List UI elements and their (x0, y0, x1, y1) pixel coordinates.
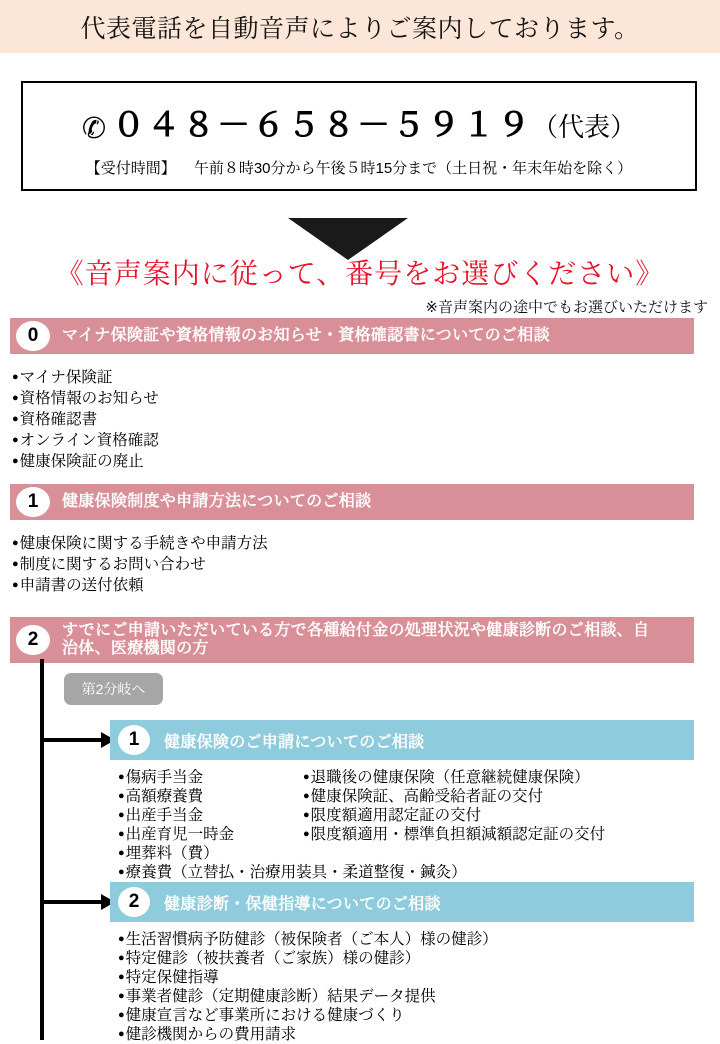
second-branch-button[interactable]: 第2分岐へ (64, 673, 163, 705)
list-item: ● 制度に関するお問い合わせ (12, 554, 268, 575)
section-badge-0: 0 (16, 321, 50, 351)
reception-hours-value: 午前８時30分から午後５時15分まで（土日祝・年末年始を除く） (193, 160, 633, 177)
list-item: ● 健診機関からの費用請求 (118, 1025, 498, 1044)
branch-arrow-to-sub-1 (40, 738, 102, 742)
list-item: ● 出産育児一時金 (118, 825, 303, 844)
list-item: ● 健康宣言など事業所における健康づくり (118, 1006, 498, 1025)
list-item: ● 資格情報のお知らせ (12, 388, 159, 409)
subsection-title-2: 健康診断・保健指導についてのご相談 (164, 895, 441, 913)
phone-number: ０４８－６５８－５９１９ (112, 106, 533, 143)
phone-handset-icon: ✆ (81, 113, 107, 145)
section-header-0[interactable] (10, 318, 694, 354)
list-item: ● 出産手当金 (118, 806, 303, 825)
phone-number-line (23, 99, 695, 146)
list-item: ● 傷病手当金 (118, 768, 303, 787)
page-banner (0, 0, 720, 53)
list-item: ● 健康保険証の廃止 (12, 451, 159, 472)
phone-info-box (21, 81, 697, 191)
section-items-0 (12, 367, 159, 472)
list-item: ● 限度額適用・標準負担額減額認定証の交付 (303, 825, 605, 844)
section-badge-2: 2 (16, 625, 50, 655)
list-item: ● オンライン資格確認 (12, 430, 159, 451)
list-item: ● 事業者健診（定期健康診断）結果データ提供 (118, 987, 498, 1006)
list-item: ● マイナ保険証 (12, 367, 159, 388)
list-item: ● 申請書の送付依頼 (12, 575, 268, 596)
subsection-title-1: 健康保険のご申請についてのご相談 (164, 733, 425, 751)
guidance-headline: 《音声案内に従って、番号をお選びください》 (55, 258, 665, 289)
branch-arrow-to-sub-2 (40, 900, 102, 904)
section-items-1 (12, 533, 268, 596)
list-item: ● 高額療養費 (118, 787, 303, 806)
subsection-items-1 (118, 768, 605, 882)
list-item: ● 埋葬料（費） (118, 844, 303, 863)
reception-hours-label: 【受付時間】 (85, 160, 176, 177)
section-header-1[interactable] (10, 484, 694, 520)
subsection-badge-1: 1 (118, 725, 150, 755)
page-title: 代表電話を自動音声によりご案内しております。 (80, 14, 640, 43)
section-badge-1: 1 (16, 487, 50, 517)
list-item: ● 健康保険に関する手続きや申請方法 (12, 533, 268, 554)
subsection-items-2 (118, 930, 498, 1044)
list-item: ● 生活習慣病予防健診（被保険者（ご本人）様の健診） (118, 930, 498, 949)
subsection-header-1[interactable] (110, 720, 694, 760)
list-item: ● 健康保険証、高齢受給者証の交付 (303, 787, 605, 806)
branch-vertical-connector (40, 659, 44, 1040)
list-item: ● 退職後の健康保険（任意継続健康保険） (303, 768, 605, 787)
list-item: ● 特定健診（被扶養者（ご家族）様の健診） (118, 949, 498, 968)
guidance-note: ※音声案内の途中でもお選びいただけます (425, 299, 708, 316)
reception-hours-line (23, 157, 695, 178)
section-title-1: 健康保険制度や申請方法についてのご相談 (62, 492, 372, 510)
list-item: ● 療養費（立替払・治療用装具・柔道整復・鍼灸） (118, 863, 605, 882)
list-spacer (303, 844, 605, 863)
list-item: ● 限度額適用認定証の交付 (303, 806, 605, 825)
section-header-2[interactable] (10, 617, 694, 663)
section-title-0: マイナ保険証や資格情報のお知らせ・資格確認書についてのご相談 (62, 326, 550, 344)
subsection-badge-2: 2 (118, 887, 150, 917)
section-title-2: すでにご申請いただいている方で各種給付金の処理状況や健康診断のご相談、自治体、医療機関の方 (62, 621, 650, 657)
subsection-header-2[interactable] (110, 882, 694, 922)
list-item: ● 資格確認書 (12, 409, 159, 430)
list-item: ● 特定保健指導 (118, 968, 498, 987)
phone-number-suffix: （代表） (532, 112, 637, 142)
